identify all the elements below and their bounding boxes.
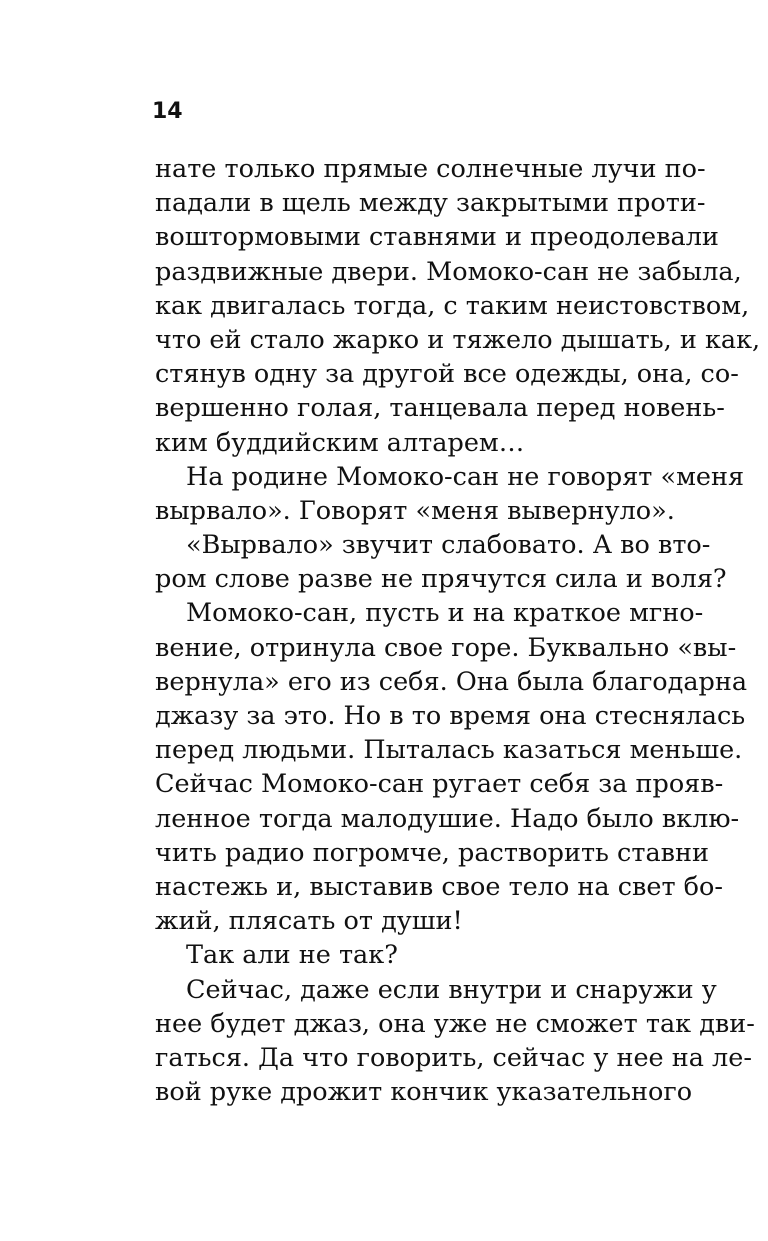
text-line: ким буддийским алтарем… <box>155 427 525 458</box>
text-line: жий, плясать от души! <box>155 906 463 937</box>
text-line: вырвало». Говорят «меня вывернуло». <box>155 495 675 526</box>
text-line: воштормовыми ставнями и преодолевали <box>155 222 719 253</box>
text-line: Так али не так? <box>186 940 398 971</box>
text-line: падали в щель между закрытыми проти- <box>155 188 706 219</box>
text-line: вершенно голая, танцевала перед новень- <box>155 393 725 424</box>
text-line: «Вырвало» звучит слабовато. А во вто- <box>186 530 711 561</box>
page-number: 14 <box>152 99 183 124</box>
text-line: что ей стало жарко и тяжело дышать, и как, <box>155 324 761 355</box>
text-line: вение, отринула свое горе. Буквально «вы- <box>155 632 737 663</box>
text-line: стянув одну за другой все одежды, она, со- <box>155 359 739 390</box>
text-line: чить радио погромче, растворить ставни <box>155 837 709 868</box>
text-line: Момоко-сан, пусть и на краткое мгно- <box>186 598 704 629</box>
text-line: гаться. Да что говорить, сейчас у нее на ле- <box>155 1042 752 1073</box>
text-line: вой руке дрожит кончик указательного <box>155 1077 693 1108</box>
text-line: джазу за это. Но в то время она стеснялась <box>155 701 746 731</box>
text-line: Сейчас, даже если внутри и снаружи у <box>186 974 717 1005</box>
text-line: вернула» его из себя. Она была благодарна <box>155 666 748 697</box>
text-line: настежь и, выставив свое тело на свет бо- <box>155 871 723 902</box>
text-line: ленное тогда малодушие. Надо было вклю- <box>155 803 740 834</box>
text-line: нее будет джаз, она уже не сможет так дви- <box>155 1008 755 1039</box>
text-line: ром слове разве не прячутся сила и воля? <box>155 564 727 595</box>
text-line: На родине Момоко-сан не говорят «меня <box>186 461 745 492</box>
text-line: как двигалась тогда, с таким неистовством, <box>155 290 750 321</box>
text-line: нате только прямые солнечные лучи по- <box>155 154 706 184</box>
text-line: Сейчас Момоко-сан ругает себя за прояв- <box>155 769 724 800</box>
text-line: перед людьми. Пыталась казаться меньше. <box>155 735 743 766</box>
text-line: раздвижные двери. Момоко-сан не забыла, <box>155 256 742 287</box>
body-text <box>155 152 761 1109</box>
